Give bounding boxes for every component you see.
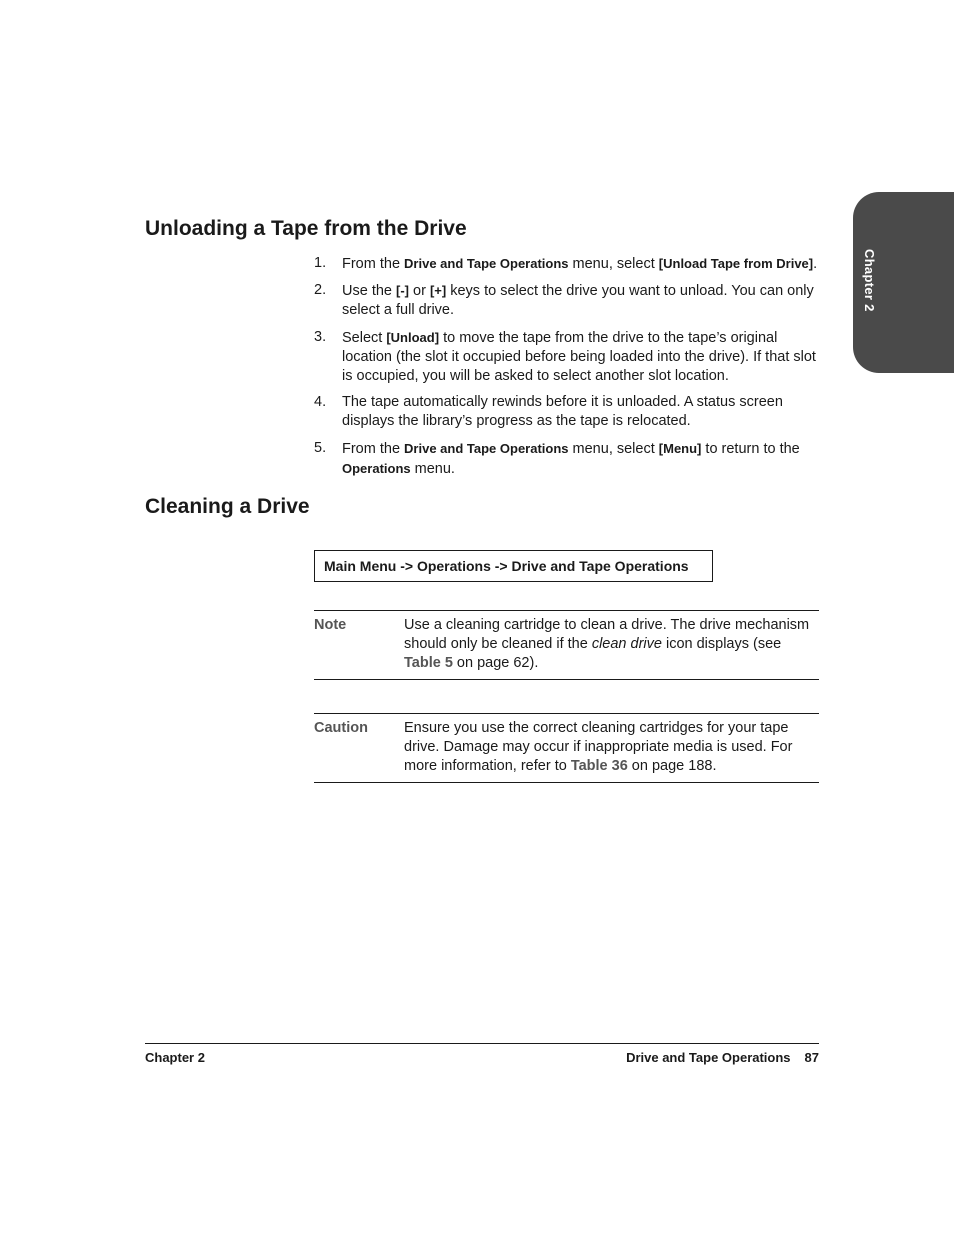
footer-divider xyxy=(145,1043,819,1044)
footer-title: Drive and Tape Operations xyxy=(626,1050,791,1065)
caution-label: Caution xyxy=(314,720,368,736)
list-item: 2. Use the [-] or [+] keys to select the drive you want to unload. You can only select a full drive. xyxy=(314,282,814,319)
footer-chapter: Chapter 2 xyxy=(145,1050,205,1065)
note-text: Use a cleaning cartridge to clean a drive. The drive mechanism should only be cleaned if the clean drive icon displays (see Table 5 on page 62). xyxy=(404,617,810,672)
list-item: 3. Select [Unload] to move the tape from the drive to the tape’s original location (the slot it occupied before being loaded into the drive). If that slot is occupied, you will be asked to select another slot location. xyxy=(314,328,816,385)
menu-path-box: Main Menu -> Operations -> Drive and Tape Operations xyxy=(314,550,713,582)
page-number: 87 xyxy=(804,1050,819,1065)
table-36-link[interactable]: Table 36 xyxy=(570,758,628,775)
section-heading-cleaning: Cleaning a Drive xyxy=(145,495,310,518)
list-item: 1. From the Drive and Tape Operations menu, select [Unload Tape from Drive]. xyxy=(314,255,818,272)
caution-block xyxy=(314,713,819,783)
unload-steps-list xyxy=(314,254,819,486)
list-item: 5. From the Drive and Tape Operations menu, select [Menu] to return to the Operations menu. xyxy=(314,439,800,477)
note-label: Note xyxy=(314,617,347,633)
chapter-side-tab-label: Chapter 2 xyxy=(862,249,877,312)
table-5-link[interactable]: Table 5 xyxy=(404,655,453,672)
note-block xyxy=(314,610,819,680)
footer-right xyxy=(626,1050,819,1065)
list-item: 4. The tape automatically rewinds before it is unloaded. A status screen displays the library’s progress as the tape is relocated. xyxy=(314,394,783,430)
section-heading-unloading: Unloading a Tape from the Drive xyxy=(145,217,467,240)
caution-text: Ensure you use the correct cleaning cartridges for your tape drive. Damage may occur if inappropriate media is used. For more information, refer to Table 36 on page 188. xyxy=(404,720,793,775)
